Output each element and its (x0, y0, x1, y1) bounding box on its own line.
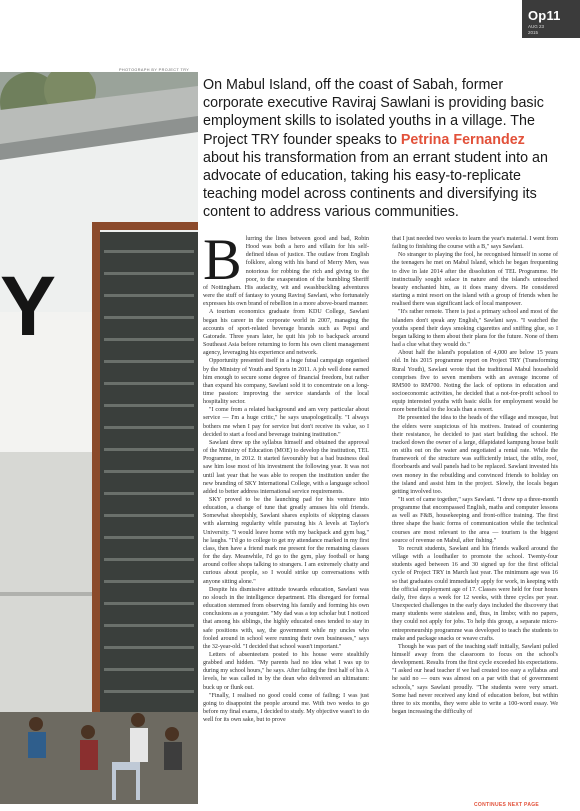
paragraph: Blurring the lines between good and bad, Robin Hood was both a hero and villain for his self-defined ideas of justice. The outlaw from English folklore, along with his band of Merry Men, was notorious for robbing the rich and giving to the poor, to the exasperation of the bumbling Sheriff of Nottingham. His audacity, wit and swashbuckling adventures were the stuff of fantasy to young Raviraj Sawlani, who fortunately expresses his own brand of rebellion in a more above-board manner. (203, 227, 369, 308)
paragraph: Despite his dismissive attitude towards education, Sawlani was no slouch in the intelligence department. His disregard for formal education stemmed from observing his family and forming his own conclusions as a youngster. "My dad was a top scholar but I noticed that among his siblings, the highly educated ones tended to stay in safe positions with, say, the government while my uncles who fooled around in school were running their own businesses," says the 32-year-old. "I decided that school wasn't important." (203, 586, 369, 650)
paragraph: Opportunity presented itself in a huge futsal campaign organised by the Ministry of Youth and Sports in 2011. A job well done earned him enough to secure some degree of financial freedom, but rather than expand his company, Sawlani sold it to concentrate on a long-time passion: improving the service standards of the local hospitality sector. (203, 358, 369, 406)
standfirst-before: On Mabul Island, off the coast of Sabah, former corporate executive Raviraj Sawlani is providing basic employment skills to isolated youths in a village. The Project TRY founder speaks to (203, 77, 544, 148)
article-column-1 (203, 227, 369, 724)
date-line-2: 2015 (528, 30, 539, 35)
paragraph: He presented the idea to the heads of the village and mosque, but the elders were suspicious of his motives. Instead of countering their resistance, he decided to just start building the school. He tracked down the owner of a large, dilapidated kampung house built on stilts out on the water and negotiated a rental rate. While the framework of the structure was sufficiently intact, the stilts, roof, floorboards and wall panels had to be replaced. Sawlani invested his own money in the rebuilding and convinced friends to holiday on the island and assist him in the project. Slowly, the locals began getting involved too. (392, 415, 558, 495)
paragraph: Though he was part of the teaching staff initially, Sawlani pulled himself away from the classroom to focus on the school's development. Results from the first cycle exceeded his expectations. "I asked our head teacher if we had created too easy a syllabus and he said no — ours was almost on a par with that of government schools," says Sawlani proudly. "The students were very smart. Some had never received any kind of education before, but within three to six months, they were able to write a 100-word essay. We began increasing the difficulty of (392, 643, 558, 716)
paragraph: "It sort of came together," says Sawlani. "I drew up a three-month programme that encompassed English, maths and computer lessons as well as F&B, housekeeping and front-office training. The first three shape the basic forms of communication while the technical courses are most relevant to the area — tourism is the biggest source of revenue on Mabul, after fishing." (392, 497, 558, 544)
paragraph: that I just needed two weeks to learn the year's material. I went from failing to finishing the course with a B," says Sawlani. (392, 236, 558, 251)
feature-photo (0, 72, 198, 804)
section-tab (522, 0, 580, 38)
paragraph: To recruit students, Sawlani and his friends walked around the village with a loudhailer to promote the school. Twenty-four students aged between 16 and 30 signed up for the first official cycle of Project TRY in March last year. The minimum age was 16 so that graduates could immediately apply for work, in keeping with the official employment age of 17. Classes were held for four hours daily, five days a week for 12 weeks, with three cycles per year. Unexpected challenges in the early days included the discovery that many students were stateless and, thus, in limbo; with no papers, they could not apply for jobs. To help this group, a separate micro-entrepreneurship programme was developed to teach the students to make and package snacks or weave crafts. (392, 545, 558, 642)
author-name: Petrina Fernandez (400, 131, 525, 148)
standfirst (203, 76, 558, 222)
date-line-1: AUG 23 (528, 24, 545, 29)
paragraph: "I come from a related background and am very particular about service — I'm a huge critic," he says unapologetically. "I always bothers me when I pay for service but don't receive its value, so I decided to start a food and beverage training institution." (203, 407, 369, 438)
paragraph: Letters of absenteeism posted to his house were stealthily grabbed and hidden. "My parents had no idea what I was up to during my school hours," he says. After failing the first half of his A levels, he was called in by the dean who delivered an ultimatum: buck up or flunk out. (203, 651, 369, 691)
drop-cap: B (203, 227, 242, 292)
continues-next-page: CONTINUES NEXT PAGE (474, 802, 540, 808)
paragraph: A tourism economics graduate from KDU College, Sawlani began his career in the corporate world in 2007, managing the accounts of sport-related beverage brands such as Pepsi and Gatorade. Three years later, he quit his job to backpack around Southeast Asia before returning to form his own client management agency, leveraging his experience and network. (203, 309, 369, 357)
paragraph: About half the island's population of 4,000 are below 15 years old. In his 2015 programme report on Project TRY (Transforming Rural Youth), Sawlani wrote that the traditional Mabul household comprises five to seven members with an average income of RM500 to RM700. Noting the lack of options in education and socioeconomic activities, he decided that a not-for-profit school to equip interested youths with basic skills for employment would be more beneficial to the locals than a resort. (392, 350, 558, 414)
article-column-2 (392, 235, 558, 716)
section-label: Op11 (528, 8, 561, 23)
standfirst-after: about his transformation from an errant student into an advocate of education, taking his easy-to-replicate teaching model across continents and diversifying its content to address various communities. (203, 149, 548, 221)
paragraph: Sawlani drew up the syllabus himself and obtained the approval of the Ministry of Education (MOE) to develop the institution, TEL Programme, in 2012. It started favourably but a bad business deal saw him lose most of his investment the following year. It was not until last year that he was able to reopen the institution under the new branding of SKY International College, with a language school added to better address international service requirements. (203, 439, 369, 495)
sign-letter: Y (0, 259, 57, 353)
paragraph: "Finally, I realised no good could come of failing; I was just going to disappoint the people around me. With two weeks to go before my final exams, I decided to study. My objective wasn't to do well for its own sake, but to prove (203, 692, 369, 724)
paragraph: "It's rather remote. There is just a primary school and most of the islanders don't speak any English," Sawlani says. "I watched the youths spend their days smoking cigarettes and sniffing glue, so I began talking to them about their plans for the future. None of them had a clue what they would do." (392, 309, 558, 349)
photo-credit: PHOTOGRAPH BY PROJECT TRY (119, 68, 190, 72)
paragraph: No stranger to playing the fool, he recognised himself in some of the teenagers he met on Mabul Island, which he began frequenting to dive in late 2014 after the dissolution of TEL Programme. He instinctually sought solace in nature and the island's untouched beauty enchanted him, as it does many divers. He considered starting a mini resort on the island with a group of friends when he realised there was significant lack of local manpower. (392, 252, 558, 308)
paragraph: SKY proved to be the launching pad for his venture into education, a change of tune that greatly amuses his old friends. Somewhat sheepishly, Sawlani shares exploits of skipping classes with alarming regularity while pursuing his A levels at Taylor's University. "I would leave home with my backpack and gym bag," he laughs. "I'd go to college to get my attendance marked in my first class, then have a friend mark me present for the remaining classes for the day. Meanwhile, I'd go to the gym, play football or hang around coffee shops talking to strangers. I am extremely chatty and curious about people, so I would strike up conversations with anyone sitting alone." (203, 497, 369, 585)
